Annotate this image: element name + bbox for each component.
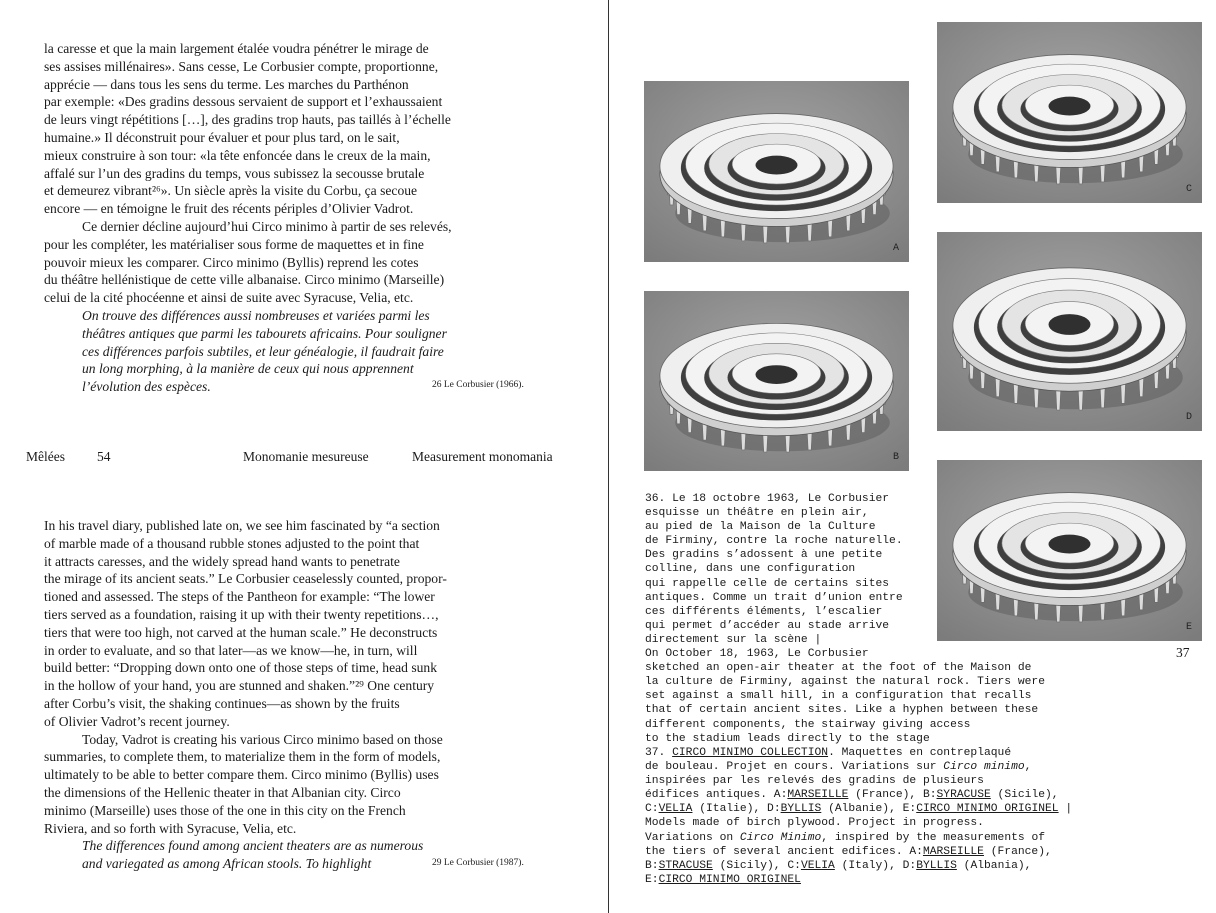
caption-37-line (645, 760, 1072, 774)
french-text-line: celui de la cité phocéenne et ainsi de suite avec Syracuse, Velia, etc. (44, 290, 414, 306)
photo-label-c: C (1185, 184, 1192, 195)
caption-text: (Albania), (956, 859, 1032, 872)
english-text-line: tioned and assessed. The steps of the Pantheon for example: “The lower (44, 589, 435, 605)
english-text-line: in order to evaluate, and so that later—as we know—he, in turn, will (44, 642, 418, 658)
caption-36-line: antiques. Comme un trait d’union entre (645, 591, 903, 604)
caption-37-line (645, 746, 1072, 760)
french-body-text (44, 40, 494, 396)
caption-text: | (1058, 803, 1073, 816)
english-text-line: in the hollow of your hand, you are stunned and shaken.”²⁹ One century (44, 678, 435, 694)
model-center-pit (756, 365, 798, 384)
caption-36 (645, 492, 1045, 746)
photo-label-d: D (1185, 412, 1192, 423)
caption-text: (France), B: (848, 789, 937, 802)
caption-36-line: On October 18, 1963, Le Corbusier (645, 648, 869, 661)
caption-text: E: (645, 873, 659, 886)
caption-36-line: that of certain ancient sites. Like a hyphen between these (645, 704, 1039, 717)
caption-italic-title: Circo minimo (943, 761, 1025, 774)
caption-36-line: different components, the stairway giving access (645, 718, 971, 731)
english-text-line: it attracts caresses, and the widely spread hand wants to penetrate (44, 553, 400, 569)
caption-36-line: set against a small hill, in a configuration that recalls (645, 690, 1032, 703)
caption-site-velia: VELIA (800, 859, 835, 872)
english-text-line: tiers that were too high, not carved at the human scale.” He deconstructs (44, 624, 438, 640)
caption-37-title: CIRCO MINIMO COLLECTION (672, 747, 829, 759)
caption-37-line (645, 788, 1072, 802)
caption-37-line: inspirées par les relevés des gradins de plusieurs (645, 775, 984, 788)
english-text-line: after Corbu’s visit, the shaking continues—as shown by the fruits (44, 695, 400, 711)
caption-text: (Albanie), E: (821, 803, 917, 816)
french-text-line: la caresse et que la main largement étalée voudra pénétrer le mirage de (44, 41, 429, 56)
french-text-line: de leurs vingt répétitions […], des gradins trop hauts, pas taillés à l’échelle (44, 112, 451, 128)
caption-37-line: Models made of birch plywood. Project in progress. (645, 817, 984, 830)
caption-site-syracuse: SYRACUSE (936, 789, 991, 802)
english-text-line: and variegated as among African stools. To highlight (82, 856, 372, 872)
caption-text: , (1024, 761, 1032, 774)
model-illustration (937, 22, 1202, 203)
photo-model-b (644, 291, 909, 471)
french-text-line: mieux construire à son tour: «la tête enfoncée dans le creux de la main, (44, 147, 431, 163)
caption-36-line: ces différents éléments, l’escalier (645, 605, 883, 618)
running-head-section: Mêlées (26, 449, 65, 464)
running-head-page-number: 54 (97, 449, 111, 464)
caption-37-line (645, 831, 1072, 845)
caption-36-line: qui permet d’accéder au stade arrive (645, 619, 890, 632)
english-text-line: the mirage of its ancient seats.” Le Corbusier ceaselessly counted, propor- (44, 571, 447, 587)
model-center-pit (1049, 97, 1091, 116)
french-text-line: théâtres antiques que parmi les tabourets africains. Pour souligner (82, 325, 447, 341)
photo-model-a (644, 81, 909, 262)
caption-36-line: to the stadium leads directly to the stage (645, 732, 930, 745)
caption-37-line (645, 802, 1072, 816)
footnote-26: 26 Le Corbusier (1966). (432, 380, 524, 390)
french-text-line: pour les compléter, les matérialiser sous forme de maquettes et in fine (44, 236, 424, 252)
english-text-line: tiers served as a foundation, raising it up with their twenty repetitions…, (44, 606, 439, 622)
caption-site-byllis: BYLLIS (916, 859, 957, 872)
french-text-line: ces différences parfois subtiles, et leur généalogie, il faudrait faire (82, 343, 444, 359)
photo-model-c (937, 22, 1202, 203)
english-text-line: of Olivier Vadrot’s recent journey. (44, 713, 230, 729)
caption-text: (Sicile), (990, 789, 1059, 802)
caption-site-marseille: MARSEILLE (787, 789, 849, 802)
book-spine (608, 0, 609, 913)
french-text-line: humaine.» Il déconstruit pour évaluer et pour plus tard, on le sait, (44, 129, 400, 145)
caption-36-line: qui rappelle celle de certains sites (645, 577, 890, 590)
french-text-line: un long morphing, à la manière de ceux qui nous apprennent (82, 361, 414, 377)
caption-36-line: directement sur la scène | (645, 633, 822, 646)
french-text-line: pouvoir mieux les comparer. Circo minimo (Byllis) reprend les cotes (44, 254, 419, 270)
caption-36-line: sketched an open-air theater at the foot of the Maison de (645, 662, 1032, 675)
model-illustration (644, 291, 909, 471)
caption-site-syracuse: STRACUSE (658, 859, 713, 872)
english-body-text (44, 517, 494, 873)
french-text-line: apprécie — dans tous les sens du terme. Les marches du Parthénon (44, 76, 409, 92)
caption-37-line (645, 845, 1072, 859)
page-number-right: 37 (1176, 645, 1190, 660)
model-illustration (644, 81, 909, 262)
english-text-line: of marble made of a thousand rubble stones adjusted to the point that (44, 535, 420, 551)
caption-site-original: CIRCO MINIMO ORIGINEL (658, 873, 801, 886)
footnote-29: 29 Le Corbusier (1987). (432, 858, 524, 868)
caption-text: Variations on (645, 831, 740, 844)
french-text-line: Ce dernier décline aujourd’hui Circo minimo à partir de ses relevés, (82, 218, 452, 234)
caption-text: C: (645, 803, 659, 816)
french-text-line: par exemple: «Des gradins dessous servaient de support et l’exhaussaient (44, 94, 443, 110)
caption-36-line: colline, dans une configuration (645, 563, 856, 576)
caption-text: (Italy), D: (834, 859, 917, 872)
french-text-line: du théâtre hellénistique de cette ville albanaise. Circo minimo (Marseille) (44, 272, 445, 288)
english-text-line: minimo (Marseille) uses those of the one in this city on the French (44, 802, 406, 818)
caption-site-byllis: BYLLIS (780, 803, 822, 816)
english-text-line: The differences found among ancient theaters are as numerous (82, 838, 424, 854)
caption-36-line: la culture de Firminy, against the natural rock. Tiers were (645, 676, 1045, 689)
english-text-line: ultimately to be able to better compare them. Circo minimo (Byllis) uses (44, 767, 439, 783)
caption-text: , inspired by the measurements of (821, 831, 1045, 844)
caption-37-number: 37. (645, 747, 666, 759)
french-text-line: encore — en témoigne le fruit des récents périples d’Olivier Vadrot. (44, 201, 414, 217)
french-text-line: affalé sur l’un des gradins du temps, vous subissez la secousse brutale (44, 165, 425, 181)
caption-36-line: Des gradins s’adossent à une petite (645, 549, 883, 562)
english-text-line: Today, Vadrot is creating his various Circo minimo based on those (82, 731, 443, 747)
caption-site-velia: VELIA (658, 803, 693, 816)
caption-site-original: CIRCO MINIMO ORIGINEL (916, 803, 1059, 816)
photo-model-d (937, 232, 1202, 431)
caption-text: (Sicily), C: (712, 859, 801, 872)
caption-text: édifices antiques. A: (645, 789, 788, 802)
model-center-pit (756, 156, 798, 175)
english-text-line: the dimensions of the Hellenic theater in that Albanian city. Circo (44, 784, 401, 800)
caption-37 (645, 746, 1072, 887)
model-center-pit (1049, 535, 1091, 554)
english-text-line: Riviera, and so forth with Syracuse, Velia, etc. (44, 820, 297, 836)
caption-text: . Maquettes en contreplaqué (828, 747, 1012, 759)
photo-label-a: A (892, 243, 899, 254)
english-text-line: In his travel diary, published late on, we see him fascinated by “a section (44, 518, 440, 533)
caption-text: (Italie), D: (692, 803, 781, 816)
caption-36-line: 36. Le 18 octobre 1963, Le Corbusier (645, 493, 890, 505)
french-text-line: l’évolution des espèces. (82, 379, 211, 395)
english-text-line: summaries, to complete them, to materialize them in the form of models, (44, 749, 441, 765)
caption-text: the tiers of several ancient edifices. A: (645, 845, 923, 858)
caption-37-line (645, 859, 1072, 873)
caption-italic-title: Circo Minimo (739, 831, 822, 844)
caption-37-line (645, 873, 1072, 887)
caption-site-marseille: MARSEILLE (922, 845, 984, 858)
english-text-line: build better: “Dropping down onto one of those steps of time, head sunk (44, 660, 438, 676)
french-text-line: et demeurez vibrant²⁶». Un siècle après la visite du Corbu, ça secoue (44, 183, 418, 199)
caption-text: de bouleau. Projet en cours. Variations sur (645, 761, 944, 774)
photo-label-e: E (1185, 622, 1192, 633)
caption-36-line: au pied de la Maison de la Culture (645, 521, 876, 534)
photo-label-b: B (892, 452, 899, 463)
caption-36-line: esquisse un théâtre en plein air, (645, 507, 869, 520)
running-head-title-en: Measurement monomania (412, 449, 553, 464)
model-illustration (937, 232, 1202, 431)
running-head-title-fr: Monomanie mesureuse (243, 449, 369, 464)
caption-text: (France), (983, 845, 1052, 858)
french-text-line: On trouve des différences aussi nombreuses et variées parmi les (82, 307, 430, 323)
french-text-line: ses assises millénaires». Sans cesse, Le Corbusier compte, proportionne, (44, 58, 439, 74)
caption-36-line: de Firminy, contre la roche naturelle. (645, 535, 903, 548)
caption-text: B: (645, 859, 659, 872)
model-center-pit (1049, 314, 1091, 335)
